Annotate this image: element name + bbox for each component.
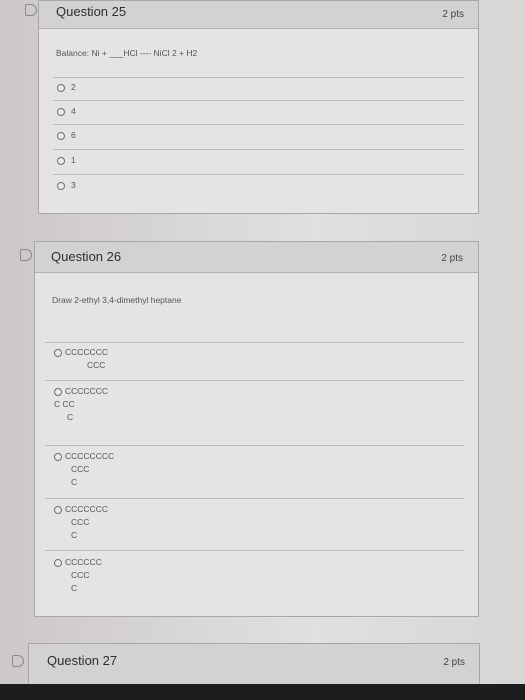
option-label-line1: CCCCCCCC: [65, 451, 115, 461]
option-label-line3: C: [71, 583, 78, 593]
option-label: 6: [71, 130, 76, 140]
question-prompt: Draw 2-ethyl 3,4-dimethyl heptane: [52, 295, 182, 305]
radio-button[interactable]: [54, 506, 62, 514]
option-label-line1: CCCCCC: [65, 557, 102, 567]
option-label-line1: CCCCCCC: [65, 504, 108, 514]
radio-button[interactable]: [54, 349, 62, 357]
radio-button[interactable]: [54, 388, 62, 396]
divider: [53, 100, 464, 101]
option-label: 1: [71, 155, 76, 165]
radio-button[interactable]: [54, 453, 62, 461]
radio-button[interactable]: [57, 108, 65, 116]
divider: [53, 77, 464, 78]
option-label-line2: C CC: [54, 399, 75, 409]
question-points: 2 pts: [441, 253, 463, 264]
radio-button[interactable]: [57, 84, 65, 92]
radio-button[interactable]: [57, 132, 65, 140]
radio-button[interactable]: [54, 559, 62, 567]
option-label-line1: CCCCCCC: [65, 347, 108, 357]
option-label-line3: C: [71, 530, 78, 540]
question-title: Question 25: [56, 4, 127, 19]
divider: [45, 550, 464, 551]
question-points: 2 pts: [443, 657, 465, 668]
question-25-card: [38, 0, 479, 214]
option-label-line3: C: [71, 477, 78, 487]
question-title: Question 26: [51, 249, 122, 264]
question-26-card: [34, 241, 479, 617]
question-27-card: [28, 643, 480, 684]
flag-question-icon[interactable]: [20, 249, 32, 261]
divider: [53, 124, 464, 125]
option-label-line2: CCC: [87, 360, 106, 370]
radio-button[interactable]: [57, 182, 65, 190]
bottom-bezel: [0, 684, 525, 700]
flag-question-icon[interactable]: [12, 655, 24, 667]
option-label: 4: [71, 106, 76, 116]
question-25-header: [39, 1, 478, 29]
divider: [45, 380, 464, 381]
option-label: 3: [71, 180, 76, 190]
option-label-line2: CCC: [71, 517, 90, 527]
radio-button[interactable]: [57, 157, 65, 165]
option-label-line2: CCC: [71, 570, 90, 580]
divider: [53, 174, 464, 175]
flag-question-icon[interactable]: [25, 4, 37, 16]
question-points: 2 pts: [442, 9, 464, 20]
question-title: Question 27: [47, 653, 118, 668]
question-26-header: [35, 242, 478, 273]
option-label: 2: [71, 82, 76, 92]
option-label-line2: CCC: [71, 464, 90, 474]
question-prompt: Balance: Ni + ___HCl ---- NiCl 2 + H2: [56, 48, 198, 58]
question-27-header: [29, 644, 479, 685]
divider: [53, 149, 464, 150]
option-label-line1: CCCCCCC: [65, 386, 108, 396]
divider: [45, 342, 464, 343]
divider: [45, 498, 464, 499]
divider: [45, 445, 464, 446]
option-label-line3: C: [67, 412, 74, 422]
